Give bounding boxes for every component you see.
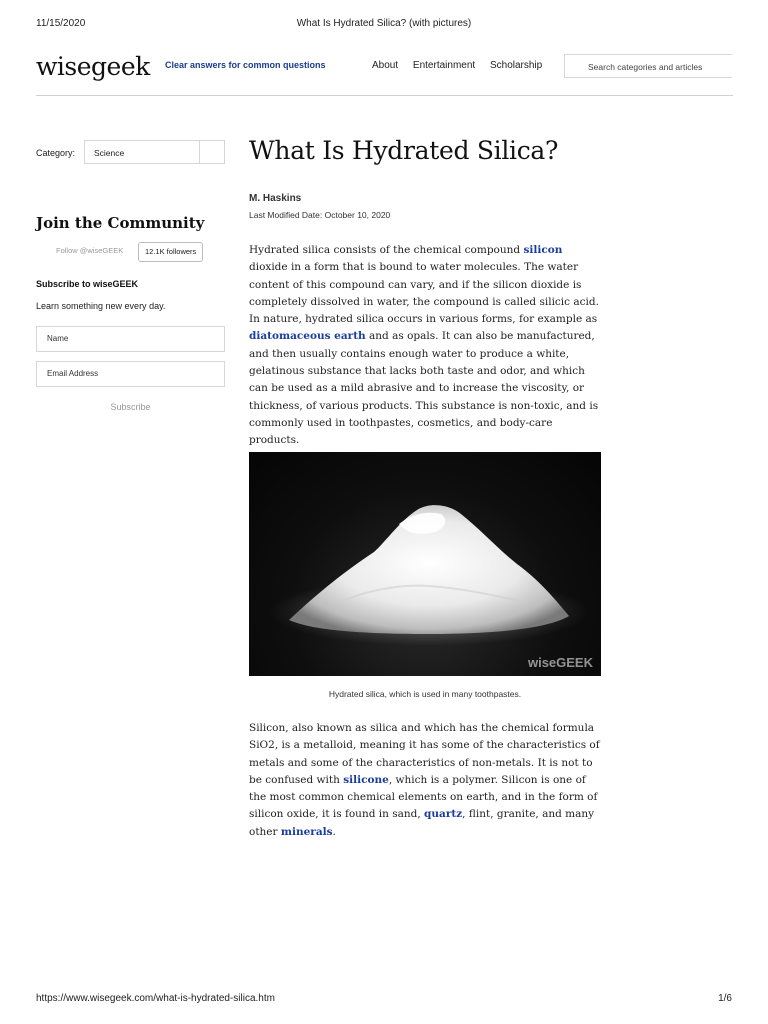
top-nav	[372, 60, 554, 71]
print-header	[0, 18, 768, 32]
print-date: 11/15/2020	[36, 18, 86, 29]
print-page-title: What Is Hydrated Silica? (with pictures)	[296, 18, 472, 29]
category-filter	[36, 140, 225, 166]
image-caption: Hydrated silica, which is used in many toothpastes.	[328, 689, 522, 699]
email-field[interactable]: Email Address	[36, 361, 225, 387]
link-silicon[interactable]: silicon	[523, 244, 563, 256]
follow-button[interactable]: Follow @wiseGEEK	[56, 246, 124, 255]
category-dropdown-toggle[interactable]	[199, 141, 224, 163]
article-paragraph-1	[249, 242, 601, 450]
subscribe-description: Learn something new every day.	[36, 301, 166, 311]
text-run: .	[332, 825, 336, 838]
join-community-heading: Join the Community	[36, 214, 205, 232]
category-value: Science	[94, 148, 125, 158]
link-quartz[interactable]: quartz	[424, 808, 463, 821]
article-image-silica-powder	[249, 452, 601, 676]
text-run: Silicon, also known as silica and which has the chemical formula SiO2, is a metalloid, meaning it has some of the characteristics of metals and some of the characteristics of non-metals. It is not to be confused with	[249, 722, 600, 786]
name-field[interactable]: Name	[36, 326, 225, 352]
article-paragraph-2	[249, 720, 601, 841]
last-modified-date: Last Modified Date: October 10, 2020	[249, 210, 391, 220]
category-select[interactable]	[84, 140, 225, 164]
article-author[interactable]: M. Haskins	[249, 193, 302, 204]
link-minerals[interactable]: minerals	[280, 825, 333, 838]
image-watermark: wiseGEEK	[527, 655, 593, 670]
subscribe-button[interactable]: Subscribe	[110, 402, 151, 412]
print-footer	[0, 993, 768, 1007]
print-url: https://www.wisegeek.com/what-is-hydrated-silica.htm	[36, 993, 275, 1004]
category-label: Category:	[36, 148, 76, 158]
site-tagline: Clear answers for common questions	[165, 60, 326, 70]
text-run: , which is a polymer. Silicon is one of the most common chemical elements on earth, and in the form of silicon oxide, it is found in sand,	[249, 773, 598, 821]
article-title: What Is Hydrated Silica?	[249, 136, 559, 165]
text-run: and as opals. It can also be manufactured, and then usually contains enough water to produce a white, gelatinous substance that lacks both taste and odor, and which can be used as a mild abrasive and to increase the viscosity, or thickness, of various products. This substance is non-toxic, and is commonly used in toothpastes, cosmetics, and body-care products.	[249, 330, 599, 447]
nav-scholarship[interactable]: Scholarship	[489, 60, 543, 71]
sidebar	[36, 140, 225, 412]
header-divider	[36, 95, 733, 96]
search-input[interactable]: Search categories and articles	[564, 54, 732, 78]
site-logo[interactable]: wisegeek	[36, 52, 150, 81]
site-header	[36, 52, 733, 96]
text-run: dioxide in a form that is bound to water molecules. The water content of this compound can vary, and if the silicon dioxide is completely dissolved in water, the compound is called silicic acid. In nature, hydrated silica occurs in various forms, for example as	[249, 261, 599, 326]
nav-about[interactable]: About	[372, 60, 399, 71]
link-silicone[interactable]: silicone	[343, 773, 389, 786]
link-diatomaceous-earth[interactable]: diatomaceous earth	[249, 330, 366, 343]
silica-powder-illustration	[249, 452, 601, 676]
print-page-number: 1/6	[718, 993, 732, 1004]
subscribe-heading: Subscribe to wiseGEEK	[36, 279, 139, 289]
text-run: Hydrated silica consists of the chemical compound	[249, 244, 524, 256]
text-run: , flint, granite, and many other	[249, 808, 595, 838]
nav-entertainment[interactable]: Entertainment	[412, 60, 476, 71]
followers-count-badge[interactable]: 12.1K followers	[138, 242, 203, 262]
